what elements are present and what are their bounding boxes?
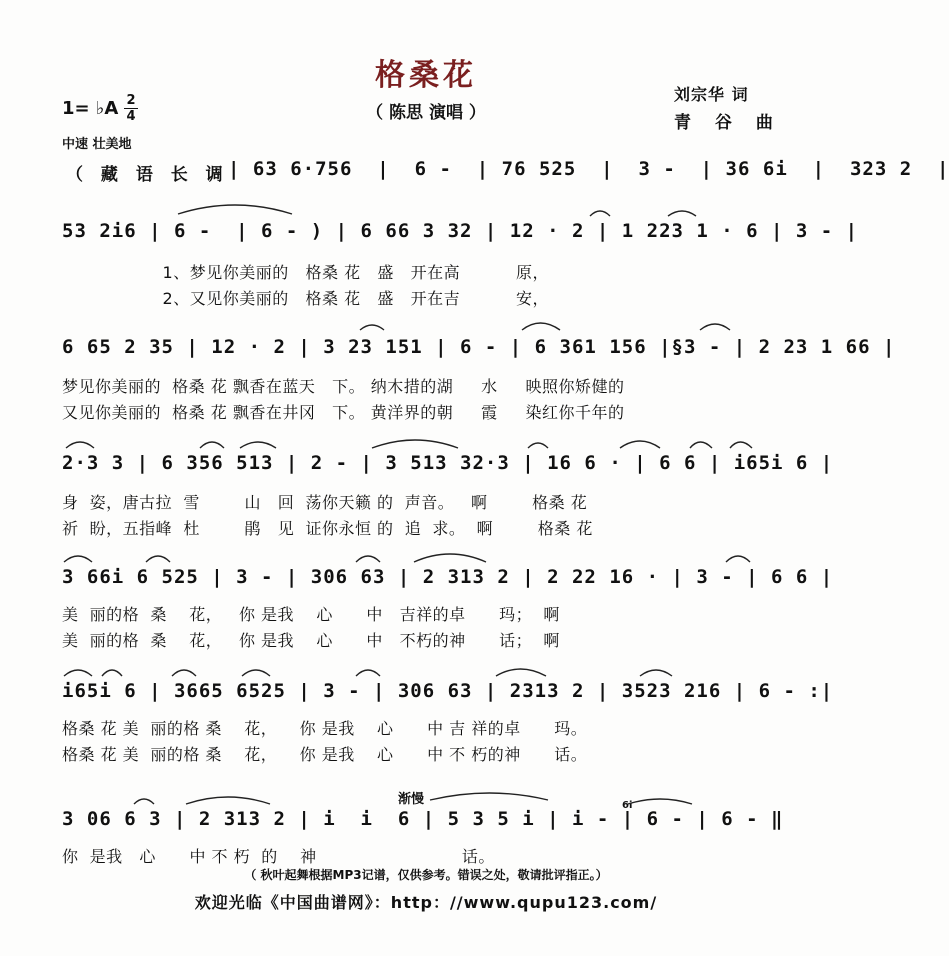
score-line-4 <box>62 452 834 478</box>
slur <box>186 797 270 804</box>
lyrics-verse-1: 你 是我 心 中 不 朽 的 神 话。 <box>62 847 495 866</box>
lyrics-verse-2: 格桑 花 美 丽的格 桑 花， 你 是我 心 中 不 朽的神 话。 <box>62 745 588 764</box>
score-line-5 <box>62 566 834 592</box>
lyrics-verse-2: 美 丽的格 桑 花， 你 是我 心 中 不朽的神 话； 啊 <box>62 631 560 650</box>
slur <box>66 442 94 448</box>
lyricist-credit: 刘宗华 词 <box>674 85 749 104</box>
slur <box>726 556 750 562</box>
slur <box>356 556 380 562</box>
slur <box>64 556 92 562</box>
slur <box>178 205 292 214</box>
slur <box>200 442 224 448</box>
notation-line: 2·3 3 | 6 356 513 | 2 - | 3 513 32·3 | 16 6 · | 6 6 | i65i 6 | <box>62 452 834 474</box>
notation-line: 3 06 6 3 | 2 313 2 | i i 6 | 5 3 5 i | i - | 6 - | 6 - ‖ <box>62 808 784 830</box>
slur <box>640 670 672 676</box>
slur <box>700 324 730 330</box>
slur <box>628 799 692 804</box>
notation-line: | 63 6·756 | 6 - | 76 525 | 3 - | 36 6i | 323 2 | <box>228 158 949 180</box>
slur <box>146 556 170 562</box>
score-line-6 <box>62 680 834 706</box>
lyrics-verse-2: 祈 盼，五指峰 杜 鹃 见 证你永恒 的 追 求。 啊 格桑 花 <box>62 519 593 538</box>
lyrics-verse-1: 格桑 花 美 丽的格 桑 花， 你 是我 心 中 吉 祥的卓 玛。 <box>62 719 588 738</box>
slur <box>372 440 458 448</box>
time-signature-bottom: 4 <box>126 109 136 124</box>
lyrics-verse-2: 又见你美丽的 格桑 花 飘香在井冈 下。 黄洋界的朝 霞 染红你千年的 <box>62 403 625 422</box>
lyrics-verse-1: 身 姿，唐古拉 雪 山 回 荡你天籁 的 声音。 啊 格桑 花 <box>62 493 588 512</box>
slur <box>64 670 92 676</box>
singer-credit: （ 陈思 演唱 ） <box>366 103 486 123</box>
time-signature <box>124 94 138 123</box>
slur <box>522 323 560 330</box>
slur <box>240 442 276 448</box>
slur <box>430 793 548 800</box>
lyrics-verse-1: 梦见你美丽的 格桑 花 飘香在蓝天 下。 纳木措的湖 水 映照你矫健的 <box>62 377 625 396</box>
site-footer: 欢迎光临《中国曲谱网》：http：//www.qupu123.com/ <box>194 893 658 912</box>
slur <box>496 669 546 676</box>
slur <box>134 799 154 804</box>
score-line-2 <box>62 220 859 246</box>
notation-line: 3 66i 6 525 | 3 - | 306 63 | 2 313 2 | 2 22 16 · | 3 - | 6 6 | <box>62 566 834 588</box>
score-line-3 <box>62 336 896 362</box>
slur <box>620 441 660 448</box>
time-signature-top: 2 <box>126 93 136 108</box>
slur <box>356 670 380 676</box>
slur <box>172 670 196 676</box>
lyrics-verse-1: 1、梦见你美丽的 格桑 花 盛 开在高 原， <box>62 263 549 282</box>
slur <box>590 211 610 216</box>
lyrics-verse-1: 美 丽的格 桑 花， 你 是我 心 中 吉祥的卓 玛； 啊 <box>62 605 560 624</box>
notation-line: 6 65 2 35 | 12 · 2 | 3 23 151 | 6 - | 6 361 156 |§3 - | 2 23 1 66 | <box>62 336 896 358</box>
slur <box>360 325 384 330</box>
score-line-7 <box>62 808 802 834</box>
slur <box>242 670 270 676</box>
slur <box>528 443 548 448</box>
slur <box>730 442 752 448</box>
notation-line: 53 2i6 | 6 - | 6 - ) | 6 66 3 32 | 12 · 2 | 1 223 1 · 6 | 3 - | <box>62 220 859 242</box>
notation-line: i65i 6 | 3665 6525 | 3 - | 306 63 | 2313 2 | 3523 216 | 6 - :| <box>62 680 834 702</box>
score-line-1 <box>228 158 949 184</box>
composer-credit: 青 谷 曲 <box>674 113 782 133</box>
grace-note: 6i <box>622 800 633 811</box>
intro-marking: （ 藏 语 长 调 <box>66 165 229 185</box>
key-signature: 1= ♭A <box>62 98 119 119</box>
lyrics-verse-2: 2、又见你美丽的 格桑 花 盛 开在吉 安， <box>62 289 549 308</box>
ritardando-marking: 渐慢 <box>398 792 425 807</box>
slur <box>668 211 696 216</box>
tempo-marking: 中速 壮美地 <box>62 137 132 152</box>
slur <box>690 442 712 448</box>
song-title: 格桑花 <box>375 58 477 93</box>
transcription-note: （ 秋叶起舞根据MP3记谱，仅供参考。错误之处，敬请批评指正。） <box>244 868 608 882</box>
slur <box>102 670 122 676</box>
slur <box>414 554 486 562</box>
